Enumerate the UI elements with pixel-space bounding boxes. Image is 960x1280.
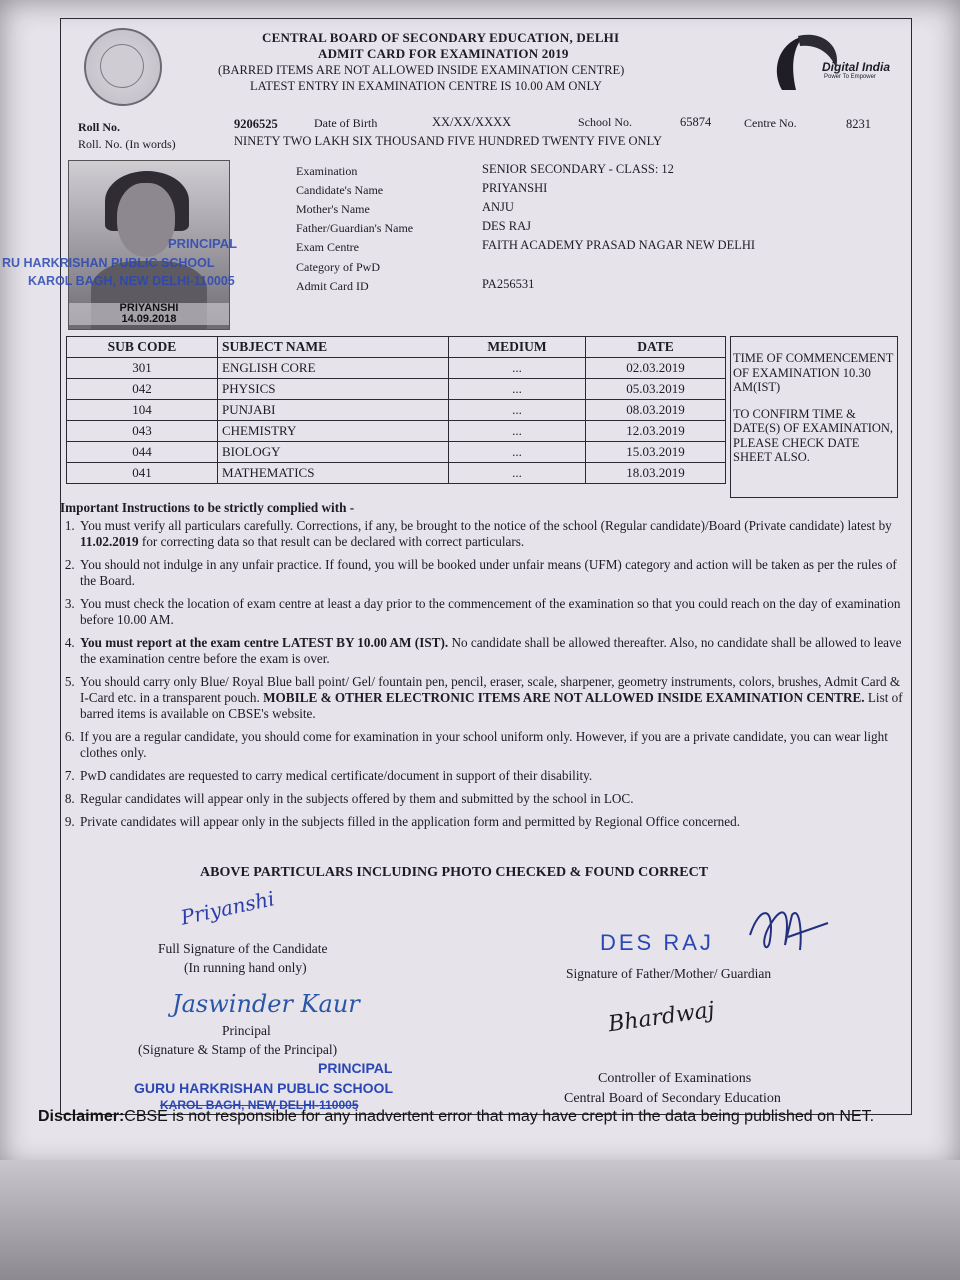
- instruction-pre-text: Regular candidates will appear only in the subjects offered by them and submitted by the school in LOC.: [80, 791, 634, 806]
- subject-name-cell: ENGLISH CORE: [218, 358, 449, 379]
- candidate-sign-label: Full Signature of the Candidate: [158, 941, 328, 956]
- photo-caption-date: 14.09.2018: [121, 313, 177, 325]
- principal-stamp-line1: PRINCIPAL: [318, 1060, 393, 1076]
- col-sub-code: SUB CODE: [67, 337, 218, 358]
- centre-no-label: Centre No.: [744, 116, 797, 130]
- medium-cell: ...: [449, 463, 586, 484]
- sub-code-cell: 042: [67, 379, 218, 400]
- medium-cell: ...: [449, 379, 586, 400]
- date-cell: 05.03.2019: [586, 379, 726, 400]
- roll-label: Roll No.: [78, 120, 120, 134]
- logo-text: Digital India: [822, 60, 891, 74]
- subject-row: [67, 379, 726, 400]
- date-cell: 08.03.2019: [586, 400, 726, 421]
- candidate-field-label: Mother's Name: [296, 202, 370, 216]
- instructions-heading: Important Instructions to be strictly complied with -: [60, 500, 355, 515]
- logo-tagline: Power To Empower: [824, 74, 876, 80]
- sub-code-cell: 041: [67, 463, 218, 484]
- guardian-name-written: DES RAJ: [600, 930, 714, 955]
- cbse-seal-icon: [84, 28, 162, 106]
- candidate-field-label: Category of PwD: [296, 260, 380, 274]
- instruction-pre-text: If you are a regular candidate, you should come for examination in your school uniform only. However, if you are a private candidate, you can wear light clothes only.: [80, 729, 888, 760]
- guardian-signature-icon: [730, 895, 840, 965]
- instructions-section: [60, 500, 906, 837]
- table-header-row: [67, 337, 726, 358]
- background-surface: [0, 1160, 960, 1280]
- candidate-field-label: Admit Card ID: [296, 279, 369, 293]
- col-medium: MEDIUM: [449, 337, 586, 358]
- subject-row: [67, 463, 726, 484]
- confirmation-text: ABOVE PARTICULARS INCLUDING PHOTO CHECKED & FOUND CORRECT: [200, 865, 709, 880]
- digital-india-logo: [760, 28, 900, 108]
- candidate-field-value: PA256531: [482, 277, 535, 291]
- candidate-field-value: DES RAJ: [482, 219, 531, 233]
- photo-stamp-line1: PRINCIPAL: [168, 236, 238, 251]
- board-name: CENTRAL BOARD OF SECONDARY EDUCATION, DELHI: [262, 30, 620, 45]
- sub-code-cell: 301: [67, 358, 218, 379]
- candidate-field-value: ANJU: [482, 200, 514, 214]
- subject-row: [67, 358, 726, 379]
- instruction-post-text: No candidate shall be allowed thereafter. Also, no candidate shall be allowed to leave the examination centre before the exam is over.: [80, 635, 902, 666]
- candidate-field-value: FAITH ACADEMY PRASAD NAGAR NEW DELHI: [482, 238, 756, 252]
- candidate-field-value: SENIOR SECONDARY - CLASS: 12: [482, 162, 674, 176]
- controller-signature: Bhardwaj: [606, 997, 717, 1038]
- instruction-pre-text: You should not indulge in any unfair practice. If found, you will be booked under unfair means (UFM) category and action will be taken as per the rules of the Board.: [80, 557, 897, 588]
- barred-items-note: (BARRED ITEMS ARE NOT ALLOWED INSIDE EXAMINATION CENTRE): [218, 63, 625, 77]
- instruction-pre-text: PwD candidates are requested to carry medical certificate/document in support of their disability.: [80, 768, 593, 783]
- photo-stamp-line3: KAROL BAGH, NEW DELHI-110005: [28, 274, 235, 288]
- date-cell: 02.03.2019: [586, 358, 726, 379]
- roll-value: 9206525: [234, 117, 278, 131]
- instruction-bold-text: MOBILE & OTHER ELECTRONIC ITEMS ARE NOT ALLOWED INSIDE EXAMINATION CENTRE.: [263, 690, 865, 705]
- principal-stamp-line3: KAROL BAGH, NEW DELHI-110005: [160, 1098, 359, 1112]
- candidate-field-label: Examination: [296, 164, 358, 178]
- disclaimer: [38, 1108, 874, 1126]
- candidate-signature: Priyanshi: [178, 886, 277, 930]
- candidate-field-label: Father/Guardian's Name: [296, 221, 414, 235]
- roll-words-value: NINETY TWO LAKH SIX THOUSAND FIVE HUNDRED TWENTY FIVE ONLY: [234, 134, 662, 148]
- instruction-pre-text: You must check the location of exam centre at least a day prior to the commencement of the examination so that you could reach on the day of examination before 10.00 AM.: [80, 596, 901, 627]
- instruction-item: [78, 557, 906, 589]
- candidate-field-value: PRIYANSHI: [482, 181, 548, 195]
- controller-board-label: Central Board of Secondary Education: [564, 1091, 781, 1106]
- instruction-item: [78, 768, 906, 784]
- col-subject-name: SUBJECT NAME: [218, 337, 449, 358]
- subject-name-cell: MATHEMATICS: [218, 463, 449, 484]
- school-no-value: 65874: [680, 115, 712, 129]
- col-date: DATE: [586, 337, 726, 358]
- instruction-item: [78, 518, 906, 550]
- instructions-list: [60, 518, 906, 830]
- date-cell: 15.03.2019: [586, 442, 726, 463]
- medium-cell: ...: [449, 400, 586, 421]
- instruction-bold-text: You must report at the exam centre LATEST BY 10.00 AM (IST).: [80, 635, 449, 650]
- photo-caption: [69, 303, 229, 325]
- photo-caption-name: PRIYANSHI: [119, 302, 179, 314]
- sub-code-cell: 044: [67, 442, 218, 463]
- subject-name-cell: PUNJABI: [218, 400, 449, 421]
- candidate-field-label: Candidate's Name: [296, 183, 384, 197]
- instruction-item: [78, 635, 906, 667]
- sub-code-cell: 104: [67, 400, 218, 421]
- principal-stamp-label: (Signature & Stamp of the Principal): [138, 1042, 338, 1057]
- disclaimer-text: CBSE is not responsible for any inadvertent error that may have crept in the data being published on NET.: [124, 1108, 875, 1125]
- instruction-item: [78, 674, 906, 722]
- controller-label: Controller of Examinations: [598, 1071, 752, 1086]
- instruction-item: [78, 596, 906, 628]
- school-no-label: School No.: [578, 115, 632, 129]
- roll-words-label: Roll. No. (In words): [78, 137, 176, 151]
- exam-time-note: [730, 336, 898, 498]
- photo-stamp-line2: RU HARKRISHAN PUBLIC SCHOOL: [2, 256, 215, 270]
- principal-stamp-line2: GURU HARKRISHAN PUBLIC SCHOOL: [134, 1080, 393, 1096]
- medium-cell: ...: [449, 421, 586, 442]
- instruction-item: [78, 729, 906, 761]
- principal-signature: Jaswinder Kaur: [172, 990, 360, 1018]
- medium-cell: ...: [449, 442, 586, 463]
- subjects-table: [66, 336, 726, 484]
- subject-row: [67, 400, 726, 421]
- sub-code-cell: 043: [67, 421, 218, 442]
- guardian-sign-label: Signature of Father/Mother/ Guardian: [566, 966, 772, 981]
- centre-no-value: 8231: [846, 117, 871, 131]
- subject-name-cell: CHEMISTRY: [218, 421, 449, 442]
- date-cell: 18.03.2019: [586, 463, 726, 484]
- principal-label: Principal: [222, 1023, 271, 1038]
- subject-row: [67, 442, 726, 463]
- candidate-field-label: Exam Centre: [296, 240, 359, 254]
- instruction-pre-text: You must verify all particulars carefully. Corrections, if any, be brought to the notice of the school (Regular candidate)/Board (Private candidate) latest by: [80, 518, 892, 533]
- instruction-bold-text: 11.02.2019: [80, 534, 139, 549]
- instruction-post-text: List of barred items is available on CBSE's website.: [80, 690, 903, 721]
- dob-label: Date of Birth: [314, 116, 378, 130]
- dob-value: XX/XX/XXXX: [432, 115, 512, 129]
- candidate-sign-hint: (In running hand only): [184, 960, 307, 975]
- commencement-note: TIME OF COMMENCEMENT OF EXAMINATION 10.30 AM(IST): [733, 351, 894, 394]
- admit-card-title: ADMIT CARD FOR EXAMINATION 2019: [318, 46, 569, 61]
- date-sheet-note: TO CONFIRM TIME & DATE(S) OF EXAMINATION, PLEASE CHECK DATE SHEET ALSO.: [733, 406, 894, 464]
- subject-name-cell: BIOLOGY: [218, 442, 449, 463]
- instruction-item: [78, 791, 906, 807]
- medium-cell: ...: [449, 358, 586, 379]
- instruction-pre-text: Private candidates will appear only in the subjects filled in the application form and permitted by Regional Office concerned.: [80, 814, 741, 829]
- instruction-post-text: for correcting data so that result can be declared with correct particulars.: [138, 534, 525, 549]
- instruction-pre-text: You should carry only Blue/ Royal Blue ball point/ Gel/ fountain pen, pencil, eraser, scale, sharpener, geometry instruments, colors, brushes, Admit Card & I-Card etc. in a transparent pouch.: [80, 674, 901, 705]
- latest-entry-note: LATEST ENTRY IN EXAMINATION CENTRE IS 10.00 AM ONLY: [250, 79, 602, 93]
- subject-row: [67, 421, 726, 442]
- instruction-item: [78, 814, 906, 830]
- subject-name-cell: PHYSICS: [218, 379, 449, 400]
- disclaimer-label: Disclaimer:: [38, 1108, 125, 1125]
- date-cell: 12.03.2019: [586, 421, 726, 442]
